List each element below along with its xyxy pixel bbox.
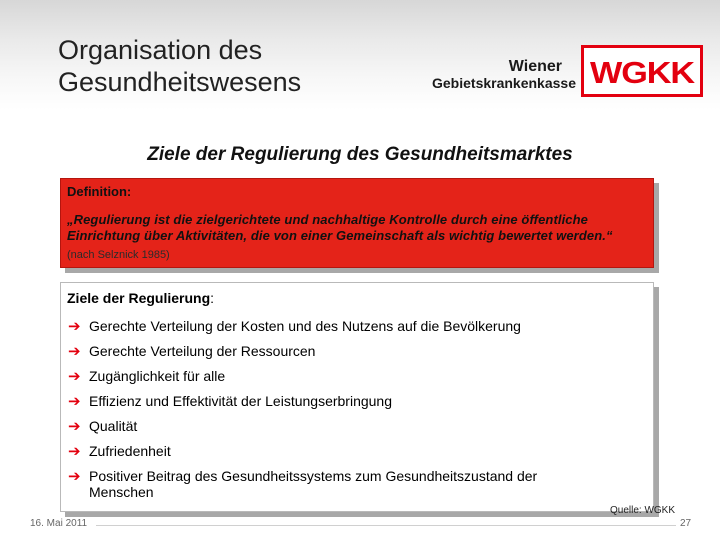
goals-title [67, 289, 647, 307]
goal-item [67, 368, 567, 384]
right-arrow-icon: ➔ [68, 368, 81, 385]
right-arrow-icon: ➔ [68, 343, 81, 360]
organization-name-line-2: Gebietskrankenkasse [432, 75, 576, 91]
footer-date: 16. Mai 2011 [30, 518, 88, 529]
wgkk-logo [581, 45, 703, 97]
goal-item-text: Gerechte Verteilung der Kosten und des Nutzens auf die Bevölkerung [89, 318, 521, 334]
goals-title-colon: : [210, 290, 215, 306]
goal-item-text: Effizienz und Effektivität der Leistungserbringung [89, 393, 393, 409]
footer-divider [96, 525, 676, 526]
goal-item [67, 393, 567, 409]
organization-name-line-1: Wiener [508, 58, 562, 75]
right-arrow-icon: ➔ [68, 393, 81, 410]
goal-item [67, 468, 557, 500]
definition-box [60, 178, 654, 268]
goal-item-text: Qualität [89, 418, 138, 434]
goal-item-text: Positiver Beitrag des Gesundheitssystems zum Gesundheitszustand der Menschen [89, 468, 538, 500]
definition-label: Definition: [67, 184, 132, 199]
goal-item [67, 443, 567, 459]
wgkk-logo-mark [584, 48, 700, 94]
page-title-line-2: Gesundheitswesens [58, 67, 302, 97]
organization-name [432, 58, 576, 92]
right-arrow-icon: ➔ [68, 418, 81, 435]
goals-title-text: Ziele der Regulierung [67, 290, 211, 306]
goal-item-text: Gerechte Verteilung der Ressourcen [89, 343, 316, 359]
goal-item-text: Zugänglichkeit für alle [89, 368, 226, 384]
right-arrow-icon: ➔ [68, 443, 81, 460]
goal-item-text: Zufriedenheit [89, 443, 171, 459]
goals-box [60, 282, 654, 512]
page-number: 27 [680, 518, 692, 529]
page-title-line-1: Organisation des [58, 35, 263, 65]
source-note: Quelle: WGKK [610, 505, 676, 516]
definition-text: „Regulierung ist die zielgerichtete und nachhaltige Kontrolle durch eine öffentliche Einrichtung über Aktivitäten, die von einer Gemeinschaft als wichtig bewertet werden.“ [67, 212, 613, 243]
right-arrow-icon: ➔ [68, 468, 81, 485]
definition-source: (nach Selznick 1985) [67, 249, 170, 261]
goal-item [67, 418, 567, 434]
page-title [58, 34, 388, 98]
svg-text:WGKK: WGKK [590, 55, 696, 90]
goal-item [67, 343, 567, 359]
slide-subtitle: Ziele der Regulierung des Gesundheitsmarktes [147, 144, 573, 165]
goal-item [67, 318, 567, 334]
right-arrow-icon: ➔ [68, 318, 81, 335]
